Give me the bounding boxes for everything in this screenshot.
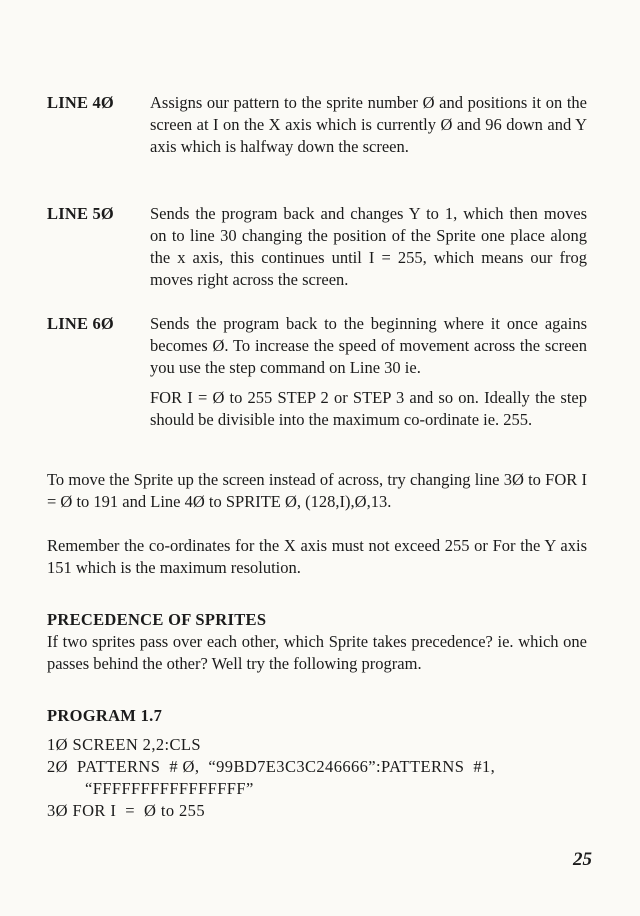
section-heading: PRECEDENCE OF SPRITES — [47, 610, 267, 629]
coordinates-paragraph: Remember the co-ordinates for the X axis must not exceed 255 or For the Y axis 151 which is the maximum resolution. — [47, 536, 587, 577]
code-line: 3Ø FOR I = Ø to 255 — [47, 801, 205, 820]
code-line: 1Ø SCREEN 2,2:CLS — [47, 735, 201, 754]
entry-label: LINE 5Ø — [47, 204, 114, 223]
entry-paragraph: FOR I = Ø to 255 STEP 2 or STEP 3 and so on. Ideally the step should be divisible into the maximum co-ordinate ie. 255. — [150, 388, 587, 429]
entry-paragraph: Sends the program back and changes Y to 1, which then moves on to line 30 changing the position of the Sprite one place along the x axis, this continues until I = 255, which means our frog moves right across the screen. — [150, 204, 587, 289]
program-heading: PROGRAM 1.7 — [47, 706, 163, 725]
entry-description — [150, 203, 587, 291]
move-sprite-paragraph: To move the Sprite up the screen instead of across, try changing line 3Ø to FOR I = Ø to 191 and Line 4Ø to SPRITE Ø, (128,I),Ø,13. — [47, 470, 587, 511]
entry-description — [150, 313, 587, 431]
entry-description — [150, 92, 587, 158]
section-paragraph: If two sprites pass over each other, which Sprite takes precedence? ie. which one passes behind the other? Well try the following program. — [47, 632, 587, 673]
entry-label: LINE 6Ø — [47, 314, 114, 333]
entry-paragraph: Assigns our pattern to the sprite number Ø and positions it on the screen at I on the X axis which is currently Ø and 96 down and Y axis which is halfway down the screen. — [150, 93, 587, 156]
entry-paragraph: Sends the program back to the beginning where it once agains becomes Ø. To increase the speed of movement across the screen you use the step command on Line 30 ie. — [150, 314, 587, 377]
program-listing — [47, 734, 587, 822]
page-number: 25 — [573, 849, 592, 870]
code-line: 2Ø PATTERNS # Ø, “99BD7E3C3C246666”:PATTERNS #1, — [47, 757, 496, 776]
entry-label: LINE 4Ø — [47, 93, 114, 112]
code-line: “FFFFFFFFFFFFFFFF” — [85, 779, 254, 798]
